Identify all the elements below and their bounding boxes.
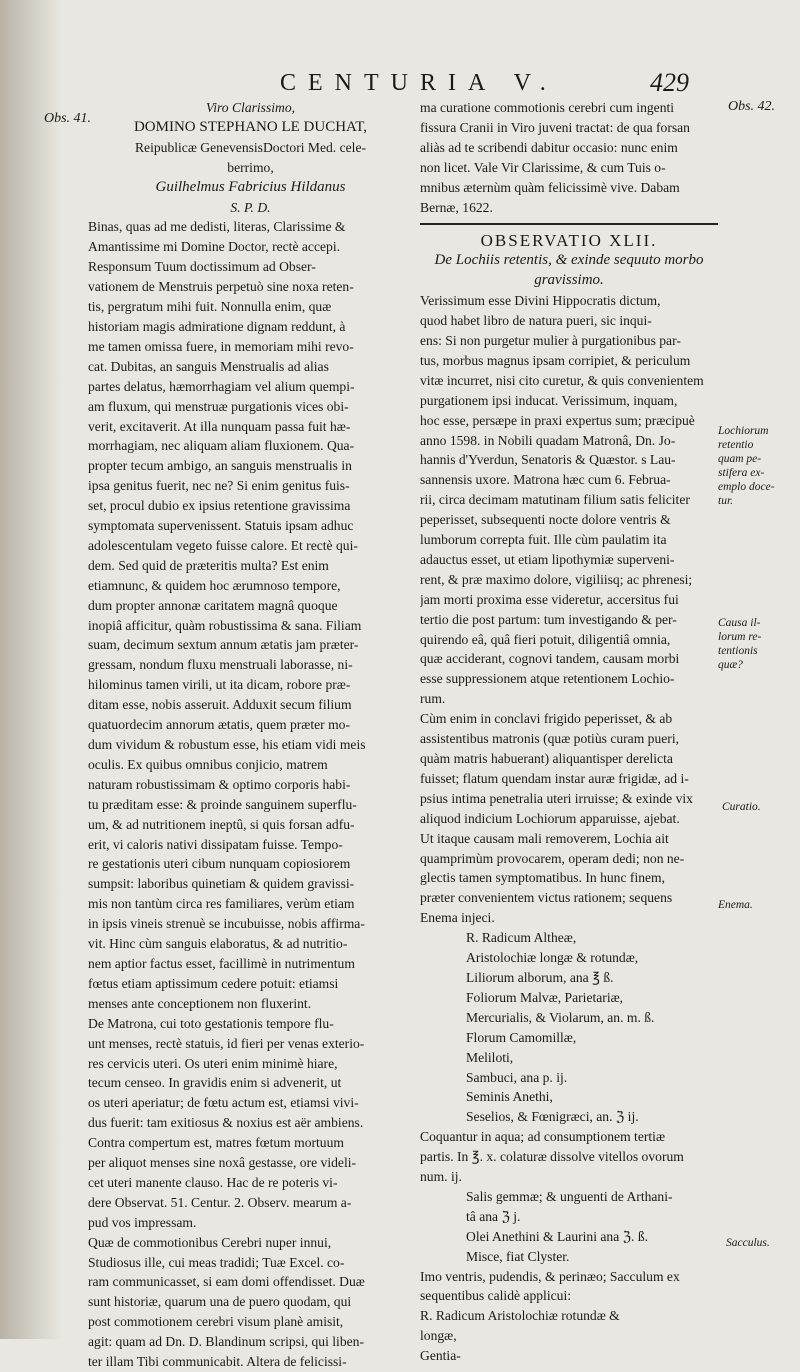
margin-note-obs-41: Obs. 41. — [44, 111, 92, 126]
text-line: partis. In ℥. x. colaturæ dissolve vitellos ovorum — [420, 1149, 684, 1165]
text-line: partes delatus, hæmorrhagiam vel alium quempi- — [88, 378, 355, 394]
text-line: cat. Dubitas, an sanguis Menstrualis ad alias — [88, 358, 329, 374]
text-line: tis, pergratum mihi fuit. Nonnulla enim, quæ — [88, 299, 332, 315]
text-line: ter illam Tibi communicabit. Altera de felicissi- — [88, 1354, 347, 1370]
text-line: unt menses, rectè statuis, id fieri per venas exterio- — [88, 1035, 365, 1051]
observation-title: OBSERVATIO XLII. — [480, 231, 658, 251]
text-line: esse suppressionem atque retentionem Lochio- — [420, 671, 675, 687]
text-line: dum propter annonæ caritatem magnâ quoque — [88, 597, 338, 613]
text-line: post commotionem cerebri visum planè amisit, — [88, 1314, 344, 1330]
margin-note-line: quæ? — [718, 659, 743, 671]
text-line: mnibus æternùm quàm felicissimè vive. Dabam — [420, 179, 680, 195]
text-line: berrimo, — [227, 159, 274, 175]
margin-note-line: retentio — [718, 439, 754, 451]
text-line: aliàs ad te scribendi dabitur occasio: nunc enim — [420, 139, 678, 155]
text-line: fuisset; flatum quendam instar auræ frigidæ, ad i- — [420, 770, 689, 786]
text-line: me tamen omissa fuere, in memoriam mihi revo- — [88, 338, 354, 354]
margin-note-enema: Enema. — [718, 899, 753, 911]
text-line: sumpsit: laboribus quinetiam & quidem gravissi- — [88, 876, 355, 892]
margin-note-line: tentionis — [718, 645, 758, 657]
text-line: dum vividum & robustum esse, his etiam vidi meis — [88, 737, 366, 752]
text-line: adolescentulam vegeto fuisse calore. Et rectè qui- — [88, 537, 358, 553]
text-line: tecum censeo. In gravidis enim si advenerit, ut — [88, 1075, 342, 1091]
right-column — [420, 98, 718, 1366]
text-line: pud vos impressam. — [88, 1214, 197, 1230]
text-line: dem. Sed quid de præteritis multa? Est enim — [88, 557, 329, 573]
text-line: tus, morbus magnus ipsam corripiet, & periculum — [420, 352, 691, 368]
divider-rule — [420, 223, 718, 225]
recipe-line: Sambuci, ana p. ij. — [466, 1069, 568, 1085]
left-column — [88, 98, 413, 1372]
text-line: am fluxum, qui menstruæ purgationis vices obi- — [88, 398, 349, 414]
text-line: longæ, — [420, 1328, 457, 1344]
text-line: os uteri aperiatur; de fœtu actum est, etiamsi vivi- — [88, 1095, 359, 1111]
text-line: gressam, nondum fluxu menstruali laborasse, ni- — [88, 657, 353, 673]
text-line: erit, vi caloris nativi dissipatam fuisse. Tempo- — [88, 836, 343, 852]
text-line: Responsum Tuum doctissimum ad Obser- — [88, 259, 316, 275]
margin-note-line: Lochiorum — [718, 425, 769, 437]
margin-note-line: stifera ex- — [718, 467, 765, 479]
text-line: cet uteri manente clauso. Hac de re poteris vi- — [88, 1174, 338, 1190]
text-line: R. Radicum Aristolochiæ rotundæ & — [420, 1308, 620, 1324]
text-line: hoc esse, persæpe in praxi expertus sum; præcipuè — [420, 412, 695, 428]
text-line: dus fuerit: tam exitiosus & noxius est aër ambiens. — [88, 1115, 364, 1131]
text-line: agit: quam ad Dn. D. Blandinum scripsi, qui liben- — [88, 1334, 364, 1350]
text-line: naturam robustissimam & optimo corporis habi- — [88, 776, 351, 792]
text-line: Ut itaque causam mali removerem, Lochia ait — [420, 830, 669, 846]
text-line: præter convenientem victus rationem; sequens — [420, 890, 673, 906]
text-line: quamprimùm provocarem, operam dedi; non ne- — [420, 850, 685, 866]
text-line: non licet. Vale Vir Clarissime, & cum Tuis o- — [420, 159, 666, 175]
recipe-line: Liliorum alborum, ana ℥ ß. — [466, 969, 614, 985]
text-line: Quæ de commotionibus Cerebri nuper innui, — [88, 1234, 332, 1250]
text-line: hilominus tamen virili, ut ita dicam, robore præ- — [88, 677, 351, 693]
text-line: menses ante conceptionem non fluxerint. — [88, 995, 312, 1011]
recipe-line: tâ ana ℨ j. — [466, 1208, 521, 1224]
text-line: ma curatione commotionis cerebri cum ingenti — [420, 100, 675, 115]
text-line: quatuordecim annorum ætatis, quem præter mo- — [88, 717, 350, 733]
text-line: lumborum correpta fuit. Ille cùm paulatim ita — [420, 532, 667, 548]
recipe-line: Foliorum Malvæ, Parietariæ, — [466, 989, 624, 1005]
text-line: inopiâ afficitur, quàm robustissima & sana. Filiam — [88, 617, 362, 633]
margin-note-line: Causa il- — [718, 617, 761, 629]
text-line: aliquod indicium Lochiorum apparuisse, ajebat. — [420, 810, 680, 826]
observation-subtitle: gravissimo. — [534, 272, 604, 289]
margin-note-lochiorum — [718, 424, 775, 508]
text-line: adauctus esset, ut etiam lipothymiæ superveni- — [420, 551, 675, 567]
text-line: nem aptior factus esset, facillimè in nutrimentum — [88, 955, 355, 971]
text-line: rii, circa decimam matutinam filium satis feliciter — [420, 492, 690, 508]
text-line: peperisset, subsequenti nocte dolore ventris & — [420, 512, 671, 528]
text-line: Coquantur in aqua; ad consumptionem tertiæ — [420, 1129, 666, 1145]
text-line: dere Observat. 51. Centur. 2. Observ. mearum a- — [88, 1194, 352, 1210]
text-line: per aliquot menses sine noxâ gestasse, ore videli- — [88, 1155, 357, 1171]
text-line: assistentibus matronis (quæ potiùs curam pueri, — [420, 731, 680, 747]
text-line: rum. — [420, 691, 446, 707]
text-line: vitæ incurret, nisi cito curetur, & quis convenientem — [420, 372, 704, 388]
text-line: set, procul dubio ex ipsius retentione gravissima — [88, 498, 351, 514]
text-line: quod habet libro de natura pueri, sic inqui- — [420, 313, 652, 329]
text-line: sannensis uxore. Matrona hæc cum 6. Februa- — [420, 472, 671, 488]
text-line: ditam esse, nobis asseruit. Adduxit secum filium — [88, 697, 352, 713]
text-line: purgationem ipsi inducat. Verissimum, inquam, — [420, 392, 678, 408]
text-line: Bernæ, 1622. — [420, 199, 493, 215]
text-line: Enema injeci. — [420, 910, 495, 926]
text-line: re gestationis uteri cibum nunquam copiosiorem — [88, 856, 351, 872]
text-line: Gentia- — [420, 1348, 461, 1364]
recipe-line: Aristolochiæ longæ & rotundæ, — [466, 950, 639, 966]
margin-note-line: quam pe- — [718, 453, 762, 465]
margin-note-line: emplo doce- — [718, 481, 775, 493]
text-line: glectis tamen symptomatibus. In hunc finem, — [420, 870, 666, 886]
recipe-line: Meliloti, — [466, 1049, 514, 1065]
text-line: ens: Si non purgetur mulier à purgationibus par- — [420, 332, 681, 348]
text-line: sunt historiæ, quarum una de puero quodam, qui — [88, 1294, 352, 1310]
text-line: propter tecum ambigo, an sanguis menstrualis in — [88, 458, 352, 474]
running-title: CENTURIA V. — [280, 70, 558, 96]
observation-subtitle: De Lochiis retentis, & exinde sequuto morbo — [434, 252, 704, 269]
text-line: in ipsis vineis strenuè se incubuisse, nobis affirma- — [88, 916, 365, 932]
recipe-line: Misce, fiat Clyster. — [466, 1248, 570, 1264]
text-line: morrhagiam, nec aliquam aliam fluxionem. Qua- — [88, 438, 355, 454]
margin-note-line: tur. — [718, 495, 734, 507]
text-line: quæ acciderant, cognovi tandem, causam morbi — [420, 651, 680, 667]
text-line: historiam magis admiratione dignam reddunt, à — [88, 318, 346, 334]
recipe-line: Florum Camomillæ, — [466, 1029, 577, 1045]
text-line: symptomata supervenissent. Statuis ipsam adhuc — [88, 518, 354, 534]
text-line: Guilhelmus Fabricius Hildanus — [155, 178, 346, 195]
margin-note-curatio: Curatio. — [722, 801, 761, 813]
text-line: suam, decimum sextum annum ætatis jam præter- — [88, 637, 359, 653]
page-gutter-shadow — [0, 0, 62, 1339]
text-line: psius intima penetralia uteri irruisse; & exinde vix — [420, 790, 693, 806]
text-line: um, & ad nutritionem ineptû, si quis forsan adfu- — [88, 816, 355, 832]
text-line: verit, excitaverit. At illa nunquam passa fuit hæ- — [88, 418, 351, 434]
text-line: DOMINO STEPHANO LE DUCHAT, — [133, 118, 368, 135]
text-line: vationem de Menstruis perpetuò sine noxa reten- — [88, 279, 354, 295]
text-line: jam morti proxima esse videretur, accersitus fui — [420, 591, 679, 607]
text-line: quirendo eâ, quâ fieri potuit, diligentiâ omnia, — [420, 631, 671, 647]
text-line: res cervicis uteri. Os uteri enim minimè hiare, — [88, 1055, 338, 1071]
margin-note-sacculus: Sacculus. — [726, 1237, 770, 1249]
text-line: sequentibus calidè applicui: — [420, 1288, 571, 1304]
recipe-line: Mercurialis, & Violarum, an. m. ß. — [466, 1009, 655, 1025]
text-line: Cùm enim in conclavi frigido peperisset, & ab — [420, 711, 673, 727]
recipe-line: Salis gemmæ; & unguenti de Arthani- — [466, 1188, 673, 1204]
text-line: ram communicasset, si eam domi offendisset. Duæ — [88, 1274, 365, 1290]
margin-note-obs-42: Obs. 42. — [728, 99, 776, 114]
text-line: tertio die post partum: tum investigando & per- — [420, 611, 677, 627]
text-line: rent, & præ maximo dolore, vigiliisq; ac phrenesi; — [420, 571, 693, 587]
text-line: etiamnunc, & quidem hoc ærumnoso tempore, — [88, 577, 341, 593]
text-line: S. P. D. — [230, 199, 271, 215]
margin-note-line: lorum re- — [718, 631, 762, 643]
recipe-line: Seminis Anethi, — [466, 1089, 553, 1105]
margin-note-causa — [718, 616, 761, 672]
text-line: num. ij. — [420, 1169, 462, 1185]
page-number: 429 — [650, 68, 689, 97]
text-line: tu præditam esse: & proinde sanguinem superflu- — [88, 796, 357, 812]
text-line: mis non tantùm circa res familiares, verùm etiam — [88, 896, 355, 912]
text-line: quàm matris habuerant) aliquantisper derelicta — [420, 751, 673, 766]
recipe-line: R. Radicum Altheæ, — [466, 930, 577, 946]
text-line: Studiosus ille, cui meas tradidi; Tuæ Excel. co- — [88, 1254, 345, 1270]
text-line: vit. Hinc cùm sanguis elaboratus, & ad nutritio- — [88, 936, 348, 952]
text-line: Viro Clarissimo, — [205, 100, 296, 115]
text-line: Contra compertum est, matres fœtum mortuum — [88, 1135, 344, 1151]
text-line: anno 1598. in Nobili quadam Matronâ, Dn. Jo- — [420, 432, 676, 448]
recipe-line: Seselios, & Fœnigræci, an. ℨ ij. — [466, 1109, 639, 1125]
recipe-line: Olei Anethini & Laurini ana ℨ. ß. — [466, 1228, 649, 1244]
text-line: fissura Cranii in Viro juveni tractat: de qua forsan — [420, 119, 690, 135]
text-line: fœtus etiam aptissimum cedere potuit: etiamsi — [88, 975, 339, 991]
text-line: hannis d'Yverdun, Senatoris & Quæstor. s Lau- — [420, 452, 676, 468]
text-line: ipsa genitus fuerit, nec ne? Si enim genitus fuis- — [88, 478, 350, 494]
text-line: oculis. Ex quibus omnibus conjicio, matrem — [88, 756, 328, 772]
text-line: De Matrona, cui toto gestationis tempore flu- — [88, 1015, 334, 1031]
text-line: Amantissime mi Domine Doctor, rectè accepi. — [88, 239, 340, 255]
text-line: Imo ventris, pudendis, & perinæo; Sacculum ex — [420, 1268, 680, 1284]
text-line: Reipublicæ GenevensisDoctori Med. cele- — [134, 139, 367, 155]
text-line: Verissimum esse Divini Hippocratis dictum, — [420, 293, 661, 309]
text-line: Binas, quas ad me dedisti, literas, Clarissime & — [88, 219, 346, 235]
